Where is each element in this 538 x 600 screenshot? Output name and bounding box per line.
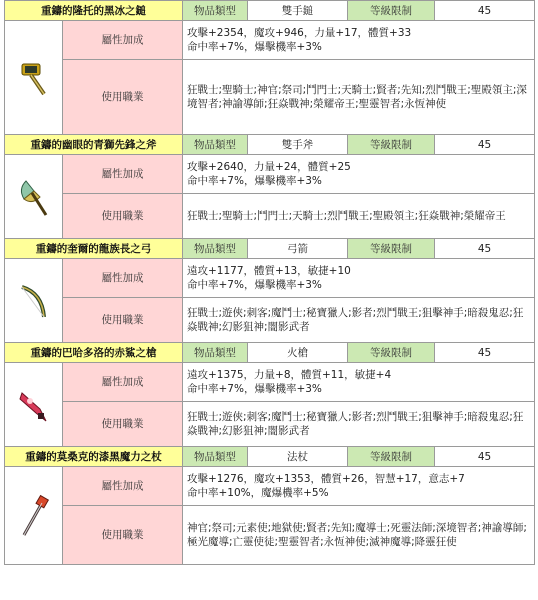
item-name: 重鑄的巴哈多洛的赤鯊之槍 [5, 343, 183, 363]
attr-label: 屬性加成 [63, 155, 183, 194]
item-level: 45 [435, 343, 535, 363]
type-label: 物品類型 [183, 343, 248, 363]
attr-line-1: 攻擊+2354，魔攻+946，力量+17，體質+33 [187, 27, 412, 39]
item-level: 45 [435, 135, 535, 155]
job-label: 使用職業 [63, 60, 183, 135]
item-type: 法杖 [248, 447, 348, 467]
level-label: 等級限制 [348, 1, 435, 21]
item-name: 重鑄的莫桑克的漆黑魔力之杖 [5, 447, 183, 467]
job-row [5, 402, 535, 447]
job-list: 狂戰士;遊俠;刺客;魔鬥士;秘寶獵人;影者;烈鬥戰王;狙擊神手;暗殺鬼忍;狂焱戰神;幻影狙神;闇影武者 [183, 298, 535, 343]
black-ice-hammer-icon [14, 58, 54, 98]
attr-row [5, 21, 535, 60]
attr-row [5, 155, 535, 194]
lion-axe-icon [14, 175, 54, 219]
job-list: 神官;祭司;元素使;地獄使;賢者;先知;魔導士;死靈法師;深境智者;神諭導師;極光魔導;亡靈使徒;聖靈智者;永恆神使;滅神魔導;降靈狂使 [183, 506, 535, 565]
attr-values [183, 363, 535, 402]
item-name: 重鑄的幽眼的青獅先鋒之斧 [5, 135, 183, 155]
job-row [5, 506, 535, 565]
item-icon-cell [5, 21, 63, 135]
type-label: 物品類型 [183, 447, 248, 467]
type-label: 物品類型 [183, 1, 248, 21]
attr-label: 屬性加成 [63, 467, 183, 506]
job-list: 狂戰士;聖騎士;鬥門士;天騎士;烈鬥戰王;聖殿領主;狂焱戰神;榮耀帝王 [183, 194, 535, 239]
attr-line-1: 攻擊+1276，魔攻+1353，體質+26，智慧+17，意志+7 [187, 473, 465, 485]
attr-line-1: 遠攻+1177，體質+13，敏捷+10 [187, 265, 351, 277]
attr-line-1: 攻擊+2640，力量+24，體質+25 [187, 161, 351, 173]
attr-row [5, 363, 535, 402]
weapon-table [4, 0, 535, 565]
item-icon-cell [5, 363, 63, 447]
item-name: 重鑄的奎爾的龍族長之弓 [5, 239, 183, 259]
attr-line-2: 命中率+7%，爆擊機率+3% [187, 383, 322, 395]
red-shark-gun-icon [14, 383, 54, 427]
job-row [5, 60, 535, 135]
item-table-wrapper [4, 0, 534, 600]
attr-label: 屬性加成 [63, 21, 183, 60]
attr-line-2: 命中率+7%，爆擊機率+3% [187, 279, 322, 291]
item-type: 雙手鎚 [248, 1, 348, 21]
item-header-row [5, 239, 535, 259]
item-icon-cell [5, 155, 63, 239]
job-row [5, 298, 535, 343]
attr-line-2: 命中率+10%，魔爆機率+5% [187, 487, 329, 499]
item-header-row [5, 135, 535, 155]
level-label: 等級限制 [348, 343, 435, 363]
level-label: 等級限制 [348, 447, 435, 467]
item-header-row [5, 1, 535, 21]
job-list: 狂戰士;聖騎士;神官;祭司;鬥門士;天騎士;賢者;先知;烈鬥戰王;聖殿領主;深境智者;神諭導師;狂焱戰神;榮耀帝王;聖靈智者;永恆神使 [183, 60, 535, 135]
level-label: 等級限制 [348, 135, 435, 155]
type-label: 物品類型 [183, 135, 248, 155]
type-label: 物品類型 [183, 239, 248, 259]
job-row [5, 194, 535, 239]
job-label: 使用職業 [63, 402, 183, 447]
job-label: 使用職業 [63, 506, 183, 565]
item-header-row [5, 343, 535, 363]
item-level: 45 [435, 1, 535, 21]
attr-line-1: 遠攻+1375，力量+8，體質+11，敏捷+4 [187, 369, 392, 381]
item-name: 重鑄的隆托的黑冰之鎚 [5, 1, 183, 21]
attr-values [183, 155, 535, 194]
attr-label: 屬性加成 [63, 363, 183, 402]
job-list: 狂戰士;遊俠;刺客;魔鬥士;秘寶獵人;影者;烈鬥戰王;狙擊神手;暗殺鬼忍;狂焱戰神;幻影狙神;闇影武者 [183, 402, 535, 447]
dark-staff-icon [14, 491, 54, 541]
job-label: 使用職業 [63, 298, 183, 343]
job-label: 使用職業 [63, 194, 183, 239]
item-icon-cell [5, 259, 63, 343]
item-icon-cell [5, 467, 63, 565]
level-label: 等級限制 [348, 239, 435, 259]
attr-values [183, 467, 535, 506]
item-level: 45 [435, 239, 535, 259]
item-level: 45 [435, 447, 535, 467]
item-type: 弓箭 [248, 239, 348, 259]
attr-row [5, 259, 535, 298]
item-type: 火槍 [248, 343, 348, 363]
item-type: 雙手斧 [248, 135, 348, 155]
dragon-bow-icon [14, 279, 54, 323]
attr-line-2: 命中率+7%，爆擊機率+3% [187, 175, 322, 187]
item-header-row [5, 447, 535, 467]
attr-line-2: 命中率+7%，爆擊機率+3% [187, 41, 322, 53]
attr-label: 屬性加成 [63, 259, 183, 298]
attr-values [183, 259, 535, 298]
attr-row [5, 467, 535, 506]
attr-values [183, 21, 535, 60]
